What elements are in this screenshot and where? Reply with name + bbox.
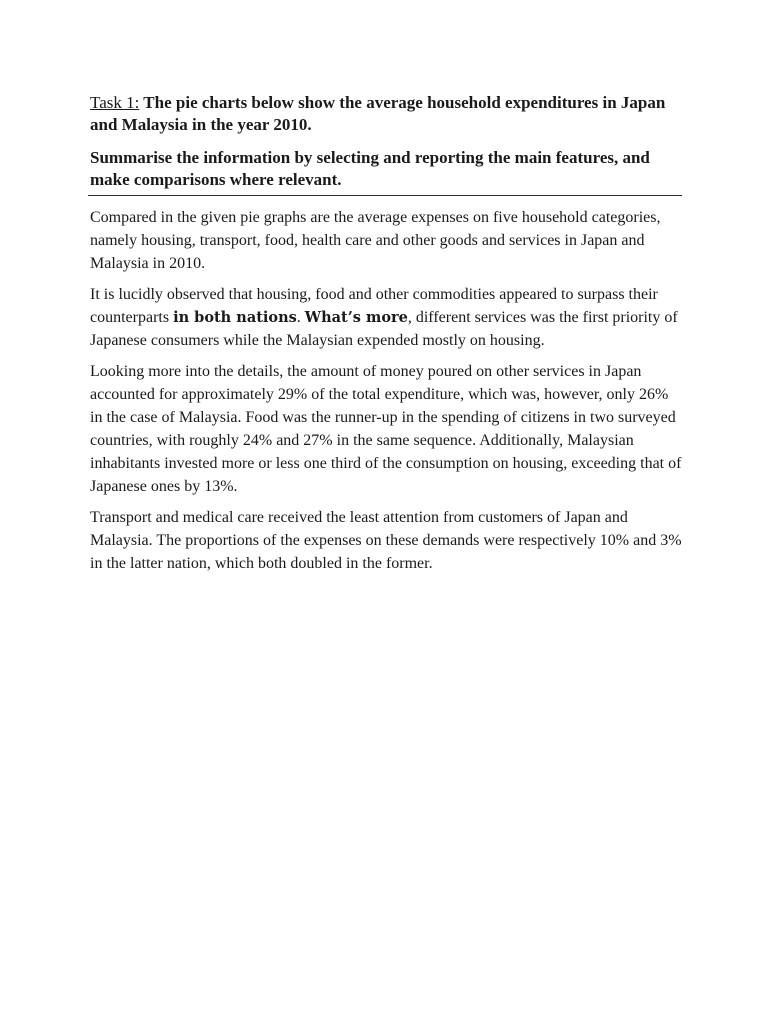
task-heading-text: The pie charts below show the average household expenditures in Japan and Malaysia in the year 2010.: [90, 93, 666, 134]
essay-body: [90, 206, 682, 575]
p2-emphasis-2: What’s more: [304, 309, 408, 326]
essay-paragraph-3: Looking more into the details, the amount of money poured on other services in Japan accounted for approximately 29% of the total expenditure, which was, however, only 26% in the case of Malaysia. Food was the runner-up in the spending of citizens in two surveyed countries, with roughly 24% and 27% in the same sequence. Additionally, Malaysian inhabitants invested more or less one third of the consumption on housing, exceeding that of Japanese ones by 13%.: [90, 363, 682, 495]
task-heading: [90, 92, 682, 136]
p2-emphasis-1: in both nations: [173, 309, 297, 326]
essay-paragraph-1: Compared in the given pie graphs are the average expenses on five household categories, namely housing, transport, food, health care and other goods and services in Japan and Malaysia in 2010.: [90, 209, 661, 272]
heading-divider: [88, 195, 682, 196]
essay-paragraph-2: [90, 283, 682, 352]
p2-text-2: .: [296, 309, 305, 326]
p2-text-3: , different services was the first priority of Japanese consumers while the Malaysian expended mostly on housing.: [90, 309, 678, 349]
task-label: Task 1:: [90, 93, 140, 112]
task-instruction: Summarise the information by selecting and reporting the main features, and make comparisons where relevant.: [90, 148, 650, 189]
essay-paragraph-4: Transport and medical care received the least attention from customers of Japan and Malaysia. The proportions of the expenses on these demands were respectively 10% and 3% in the latter nation, which both doubled in the former.: [90, 509, 682, 572]
document-page: [90, 92, 682, 583]
p2-text-1: It is lucidly observed that housing, food and other commodities appeared to surpass their counterparts: [90, 286, 658, 326]
